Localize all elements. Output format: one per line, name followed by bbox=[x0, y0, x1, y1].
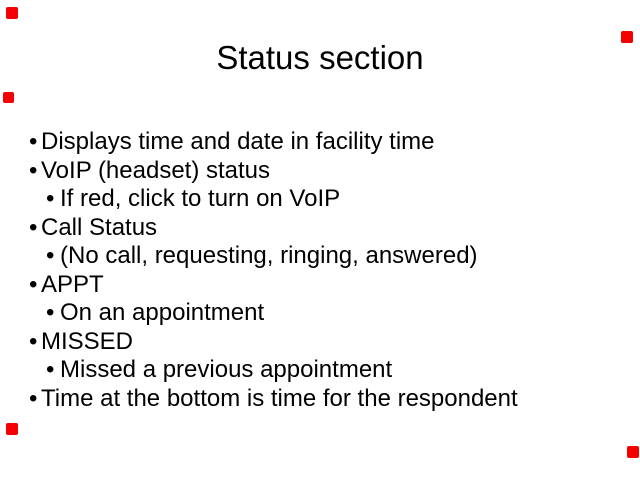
bullet-list bbox=[0, 128, 640, 413]
bullet-dot-icon: • bbox=[29, 213, 38, 241]
bullet-line bbox=[29, 271, 640, 300]
bullet-text: Call Status bbox=[41, 213, 158, 241]
bullet-dot-icon: • bbox=[29, 384, 38, 412]
bullet-line bbox=[44, 299, 640, 328]
bullet-dot-icon: • bbox=[29, 128, 38, 155]
bullet-text: Displays time and date in facility time bbox=[41, 128, 435, 155]
bullet-line bbox=[44, 185, 640, 214]
bullet-dot-icon: • bbox=[46, 242, 55, 269]
bullet-dot-icon: • bbox=[46, 185, 55, 212]
red-marker bbox=[621, 31, 633, 43]
bullet-line bbox=[29, 157, 640, 186]
bullet-line bbox=[44, 242, 640, 271]
red-marker bbox=[627, 446, 639, 458]
bullet-dot-icon: • bbox=[29, 156, 38, 184]
red-marker bbox=[6, 7, 18, 19]
bullet-text: VoIP (headset) status bbox=[41, 156, 271, 184]
bullet-line bbox=[29, 128, 640, 157]
bullet-line bbox=[44, 356, 640, 385]
bullet-text: Time at the bottom is time for the respondent bbox=[41, 384, 518, 412]
bullet-line bbox=[29, 385, 640, 414]
bullet-text: APPT bbox=[41, 270, 104, 298]
bullet-dot-icon: • bbox=[29, 270, 38, 298]
bullet-dot-icon: • bbox=[46, 356, 55, 383]
slide-title: Status section bbox=[216, 39, 424, 76]
bullet-text: If red, click to turn on VoIP bbox=[60, 185, 341, 212]
bullet-line bbox=[29, 214, 640, 243]
red-marker bbox=[6, 423, 18, 435]
bullet-dot-icon: • bbox=[46, 299, 55, 326]
bullet-text: On an appointment bbox=[60, 299, 265, 326]
bullet-text: Missed a previous appointment bbox=[60, 356, 393, 383]
red-marker bbox=[3, 92, 14, 103]
bullet-text: (No call, requesting, ringing, answered) bbox=[60, 242, 478, 269]
bullet-text: MISSED bbox=[41, 327, 134, 355]
bullet-line bbox=[29, 328, 640, 357]
bullet-dot-icon: • bbox=[29, 327, 38, 355]
